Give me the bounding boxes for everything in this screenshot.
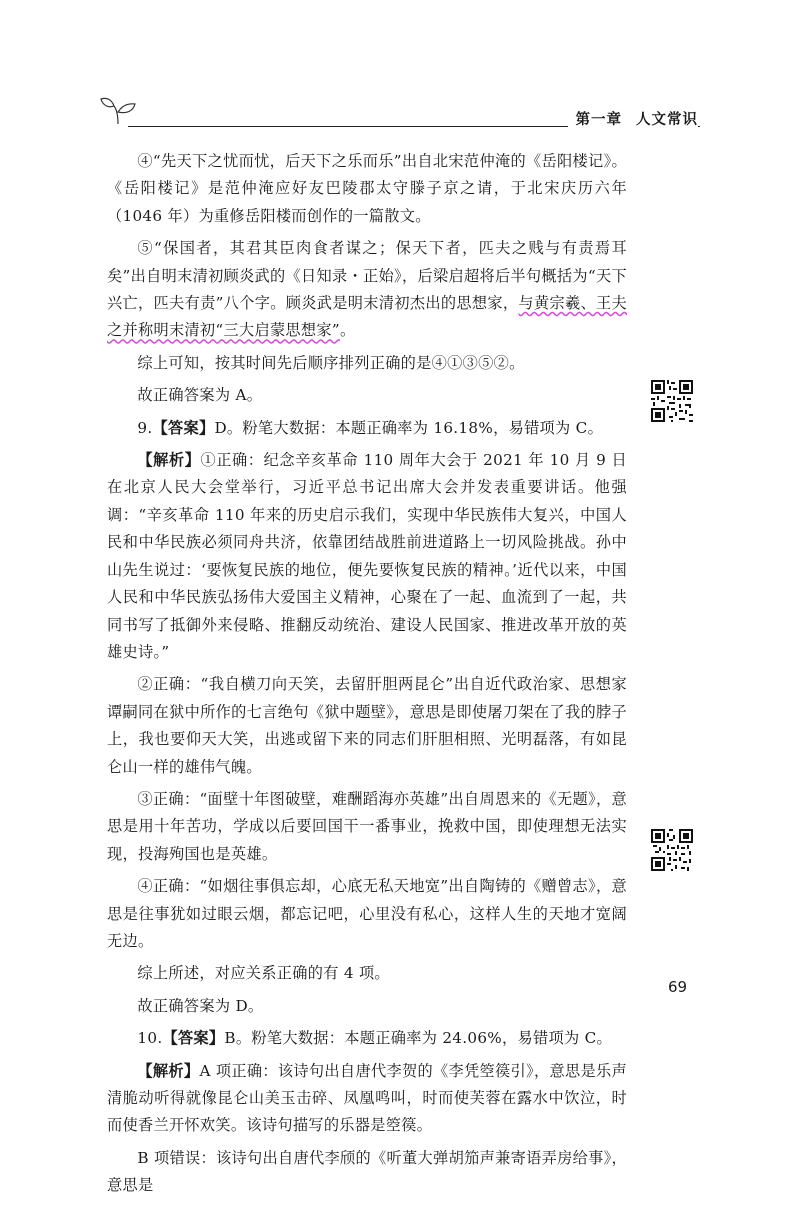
paragraph-text: 。 [339, 321, 356, 340]
chapter-number: 第一章 [575, 112, 622, 128]
analysis-item-4: ④正确：“如烟往事俱忘却，心底无私天地宽”出自陶铸的《赠曾志》，意思是往事犹如过眼云烟，都忘记吧，心里没有私心，这样人生的天地才宽阔无边。 [107, 877, 627, 950]
answer-text: D。粉笔大数据：本题正确率为 16.18%，易错项为 C。 [214, 418, 604, 437]
page-header [100, 92, 700, 132]
page-number: 69 [668, 978, 688, 996]
page-body [107, 148, 627, 1205]
analysis-item-3: ③正确：“面壁十年图破壁，难酬蹈海亦英雄”出自周恩来的《无题》，意思是用十年苦功，学成以后要回国干一番事业，挽救中国，即使理想无法实现，投海殉国也是英雄。 [107, 789, 627, 863]
chapter-heading [568, 108, 699, 129]
summary-text: 综上可知，按其时间先后顺序排列正确的是④①③⑤②。 [137, 353, 525, 372]
analysis-item-2: ②正确：“我自横刀向天笑，去留肝胆两昆仑”出自近代政治家、思想家谭嗣同在狱中所作的七言绝句《狱中题壁》，意思是即使屠刀架在了我的脖子上，我也要仰天大笑，出逃或留下来的同志们肝胆相照、光明磊落，有如昆仑山一样的雄伟气魄。 [107, 675, 627, 776]
sprout-leaf-icon [100, 96, 136, 126]
analysis-label: 【解析】 [137, 1061, 200, 1080]
paragraph-item-5 [107, 235, 627, 345]
answer-label: 【答案】 [162, 1029, 225, 1048]
question-number: 9. [137, 418, 153, 437]
analysis-text: ①正确：纪念辛亥革命 110 周年大会于 2021 年 10 月 9 日在北京人民大会堂举行，习近平总书记出席大会并发表重要讲话。他强调：“辛亥革命 110 年来的历史启示我们，实现中华民族伟大复兴，中国人民和中华民族必须同舟共济，依靠团结战胜前进道路上一切风险挑战。孙中山先生说过：‘要恢复民族的地位，便先要恢复民族的精神。’近代以来，中国人民和中华民族弘扬伟大爱国主义精神，心聚在了一起、血流到了一起，共同书写了抵御外来侵略、推翻反动统治、建设人民国家、推进改革开放的英雄史诗。” [107, 451, 627, 661]
paragraph-text: ⑤“保国者，其君其臣肉食者谋之；保天下者，匹夫之贱与有责焉耳矣”出自明末清初顾炎武的《日知录・正始》，后梁启超将后半句概括为“天下兴亡，匹夫有责”八个字。顾炎武是明末清初杰出的思想家， [107, 239, 627, 313]
wavy-underlined-text: 与黄宗羲、王夫之并称明末清初“三大启蒙思想家” [107, 294, 627, 340]
chapter-title: 人文常识 [636, 112, 698, 128]
summary-text: 综上所述，对应关系正确的有 4 项。 [137, 964, 390, 983]
analysis-text: A 项正确：该诗句出自唐代李贺的《李凭箜篌引》，意思是乐声清脆动听得就像昆仑山美玉击碎、凤凰鸣叫，时而使芙蓉在露水中饮泣，时而使香兰开怀欢笑。该诗句描写的乐器是箜篌。 [107, 1061, 627, 1135]
analysis-item-b: B 项错误：该诗句出自唐代李颀的《听董大弹胡笳声兼寄语弄房给事》，意思是 [107, 1148, 627, 1195]
answer-conclusion: 故正确答案为 D。 [137, 996, 264, 1015]
qr-code-icon[interactable] [651, 380, 693, 422]
qr-code-icon[interactable] [651, 829, 693, 871]
answer-conclusion: 故正确答案为 A。 [137, 386, 263, 405]
answer-text: B。粉笔大数据：本题正确率为 24.06%，易错项为 C。 [224, 1029, 613, 1048]
question-9-answer [107, 415, 627, 442]
question-10-analysis [107, 1058, 627, 1140]
analysis-label: 【解析】 [137, 451, 201, 470]
answer-label: 【答案】 [152, 418, 215, 437]
paragraph-item-4: ④“先天下之忧而忧，后天下之乐而乐”出自北宋范仲淹的《岳阳楼记》。《岳阳楼记》是范仲淹应好友巴陵郡太守滕子京之请，于北宋庆历六年（1046 年）为重修岳阳楼而创作的一篇散文。 [107, 152, 627, 225]
question-number: 10. [137, 1029, 163, 1048]
question-10-answer [107, 1025, 627, 1052]
question-9-analysis [107, 447, 627, 666]
